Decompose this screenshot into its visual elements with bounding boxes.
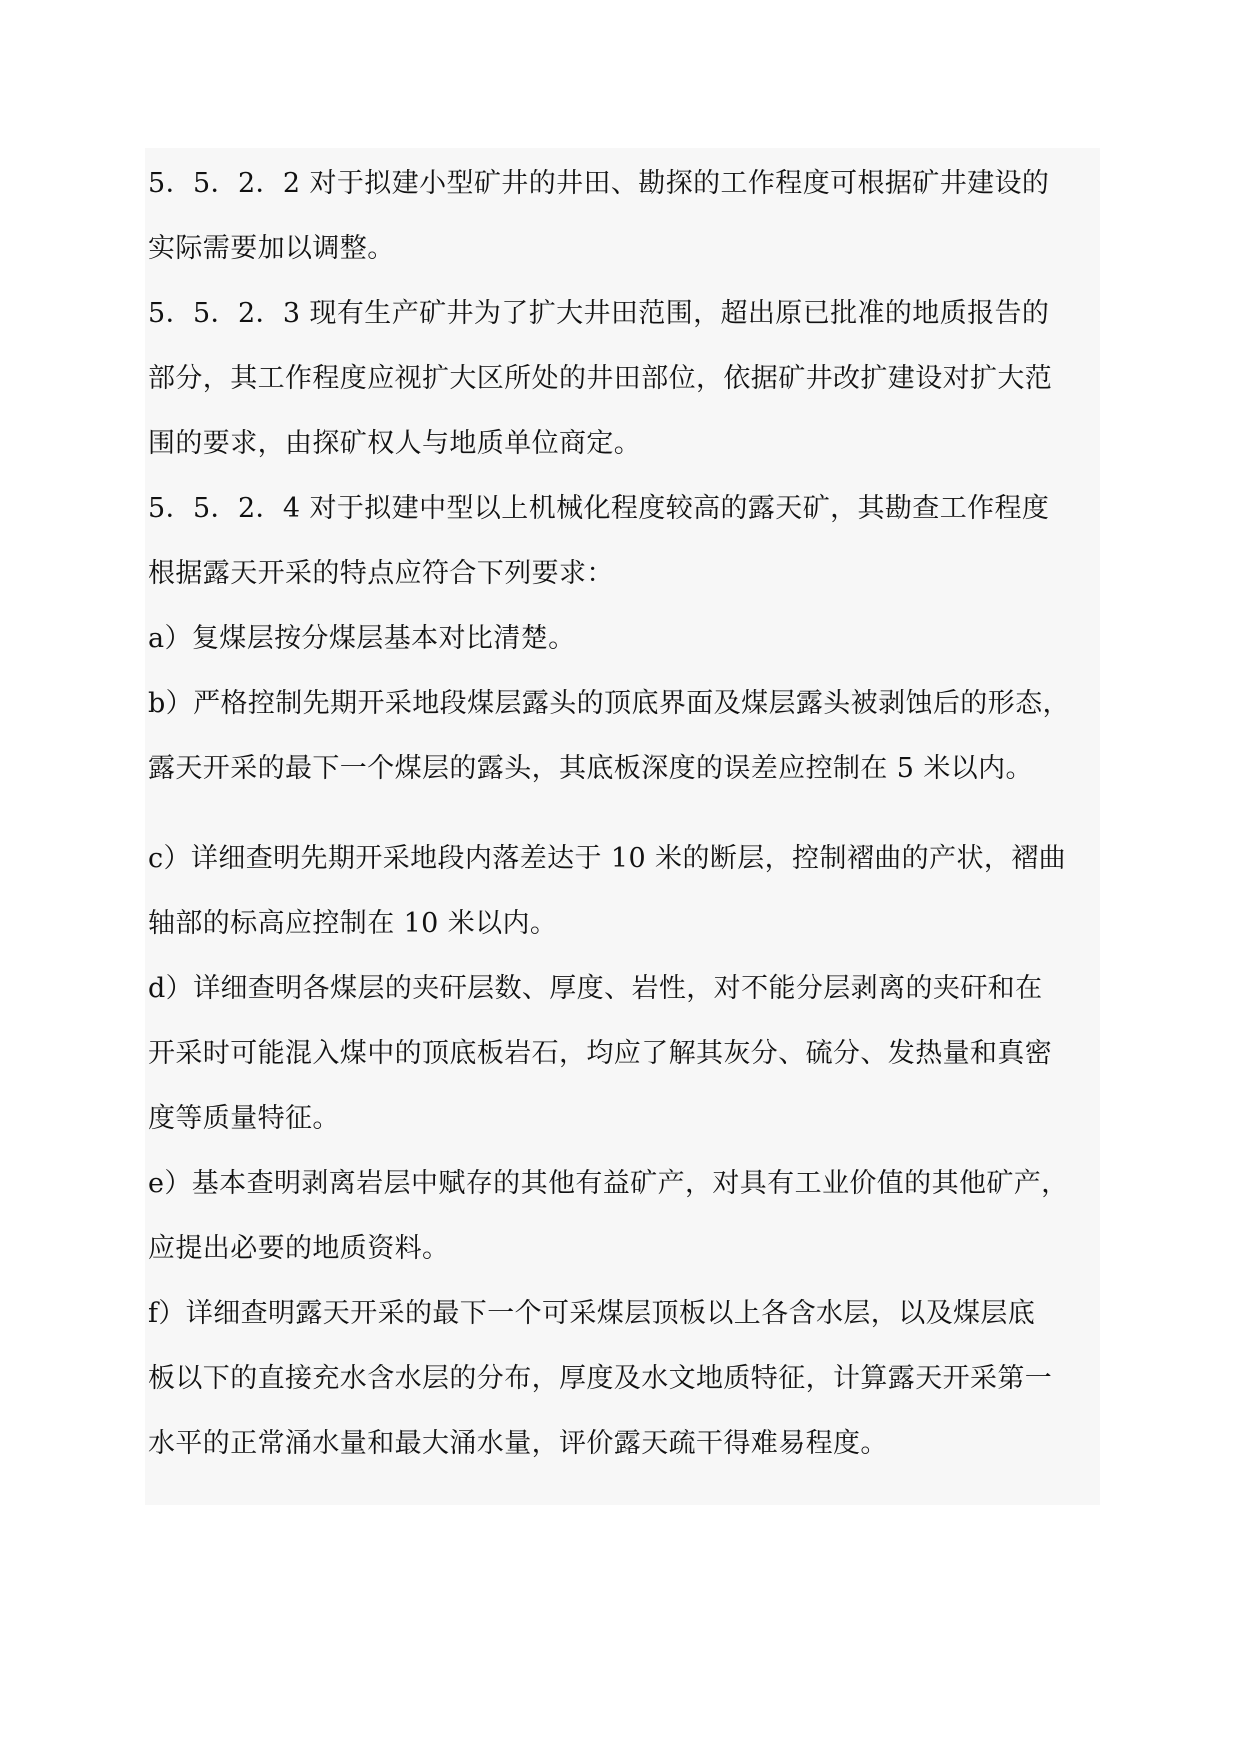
list-item-a: a）复煤层按分煤层基本对比清楚。 [148,623,576,654]
document-text-block [145,148,1100,1505]
text-line: 应提出必要的地质资料。 [148,1233,450,1264]
text-line: 根据露天开采的特点应符合下列要求： [148,558,614,589]
text-line: 板以下的直接充水含水层的分布，厚度及水文地质特征，计算露天开采第一 [148,1363,1053,1394]
text-line: 围的要求，由探矿权人与地质单位商定。 [148,428,642,459]
text-line: 水平的正常涌水量和最大涌水量，评价露天疏干得难易程度。 [148,1428,888,1459]
text-line: 实际需要加以调整。 [148,233,395,264]
line-5-5-2-2: 5．5．2．2 对于拟建小型矿井的井田、勘探的工作程度可根据矿井建设的 [148,168,1050,199]
list-item-f: f）详细查明露天开采的最下一个可采煤层顶板以上各含水层，以及煤层底 [148,1298,1036,1329]
text-line: 度等质量特征。 [148,1103,340,1134]
list-item-e: e）基本查明剥离岩层中赋存的其他有益矿产，对具有工业价值的其他矿产， [148,1168,1069,1199]
text-line: 露天开采的最下一个煤层的露头，其底板深度的误差应控制在 5 米以内。 [148,753,1033,784]
text-line: 开采时可能混入煤中的顶底板岩石，均应了解其灰分、硫分、发热量和真密 [148,1038,1053,1069]
list-item-c: c）详细查明先期开采地段内落差达于 10 米的断层，控制褶曲的产状，褶曲 [148,843,1067,874]
line-5-5-2-4: 5．5．2．4 对于拟建中型以上机械化程度较高的露天矿，其勘查工作程度 [148,493,1050,524]
text-line: 部分，其工作程度应视扩大区所处的井田部位，依据矿井改扩建设对扩大范 [148,363,1053,394]
list-item-b: b）严格控制先期开采地段煤层露头的顶底界面及煤层露头被剥蚀后的形态， [148,688,1070,719]
line-5-5-2-3: 5．5．2．3 现有生产矿井为了扩大井田范围，超出原已批准的地质报告的 [148,298,1050,329]
text-line: 轴部的标高应控制在 10 米以内。 [148,908,558,939]
list-item-d: d）详细查明各煤层的夹矸层数、厚度、岩性，对不能分层剥离的夹矸和在 [148,973,1043,1004]
